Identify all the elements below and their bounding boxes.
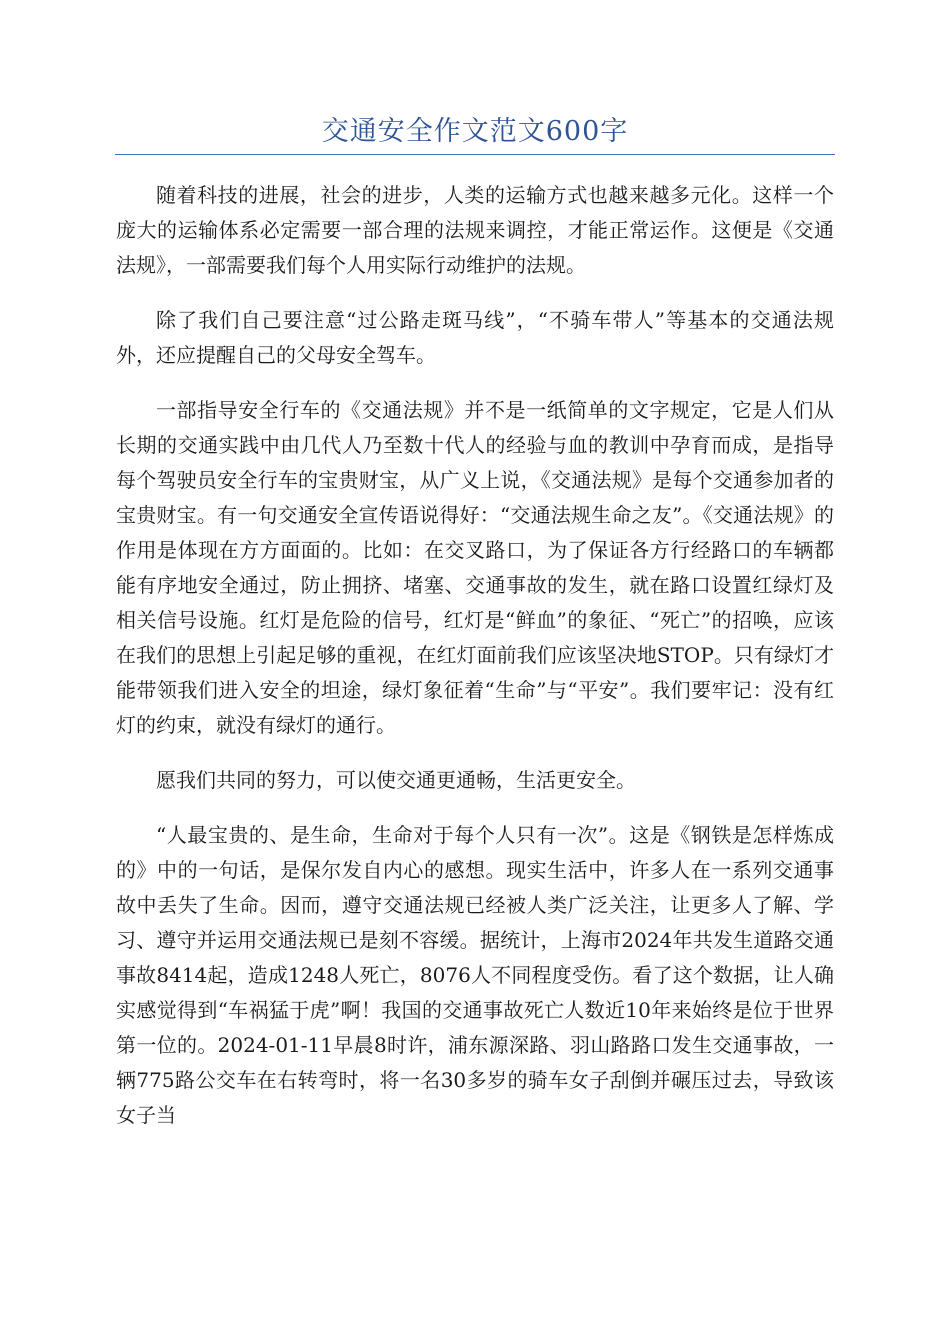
paragraph-3: 一部指导安全行车的《交通法规》并不是一纸简单的文字规定，它是人们从长期的交通实践中由几代人乃至数十代人的经验与血的教训中孕育而成，是指导每个驾驶员安全行车的宝贵财宝，从广义上说，《交通法规》是每个交通参加者的宝贵财宝。有一句交通安全宣传语说得好：“交通法规生命之友”。《交通法规》的作用是体现在方方面面的。比如：在交叉路口，为了保证各方行经路口的车辆都能有序地安全通过，防止拥挤、堵塞、交通事故的发生，就在路口设置红绿灯及相关信号设施。红灯是危险的信号，红灯是“鲜血”的象征、“死亡”的招唤，应该在我们的思想上引起足够的重视，在红灯面前我们应该坚决地STOP。只有绿灯才能带领我们进入安全的坦途，绿灯象征着“生命”与“平安”。我们要牢记：没有红灯的约束，就没有绿灯的通行。 <box>116 398 834 737</box>
document-body <box>116 178 834 1153</box>
document-title: 交通安全作文范文600字 <box>321 116 629 147</box>
paragraph-5: “人最宝贵的、是生命，生命对于每个人只有一次”。这是《钢铁是怎样炼成的》中的一句话，是保尔发自内心的感想。现实生活中，许多人在一系列交通事故中丢失了生命。因而，遵守交通法规已经被人类广泛关注，让更多人了解、学习、遵守并运用交通法规已是刻不容缓。据统计，上海市2024年共发生道路交通事故8414起，造成1248人死亡，8076人不同程度受伤。看了这个数据，让人确实感觉得到“车祸猛于虎”啊！我国的交通事故死亡人数近10年来始终是位于世界第一位的。2024-01-11早晨8时许，浦东源深路、羽山路路口发生交通事故，一辆775路公交车在右转弯时，将一名30多岁的骑车女子刮倒并碾压过去，导致该女子当 <box>116 823 834 1127</box>
paragraph-4: 愿我们共同的努力，可以使交通更通畅，生活更安全。 <box>156 768 636 792</box>
paragraph-2: 除了我们自己要注意“过公路走斑马线”，“不骑车带人”等基本的交通法规外，还应提醒自己的父母安全驾车。 <box>116 308 834 367</box>
paragraph-1: 随着科技的进展，社会的进步，人类的运输方式也越来越多元化。这样一个庞大的运输体系必定需要一部合理的法规来调控，才能正常运作。这便是《交通法规》，一部需要我们每个人用实际行动维护的法规。 <box>116 183 834 277</box>
title-underline <box>115 154 835 155</box>
